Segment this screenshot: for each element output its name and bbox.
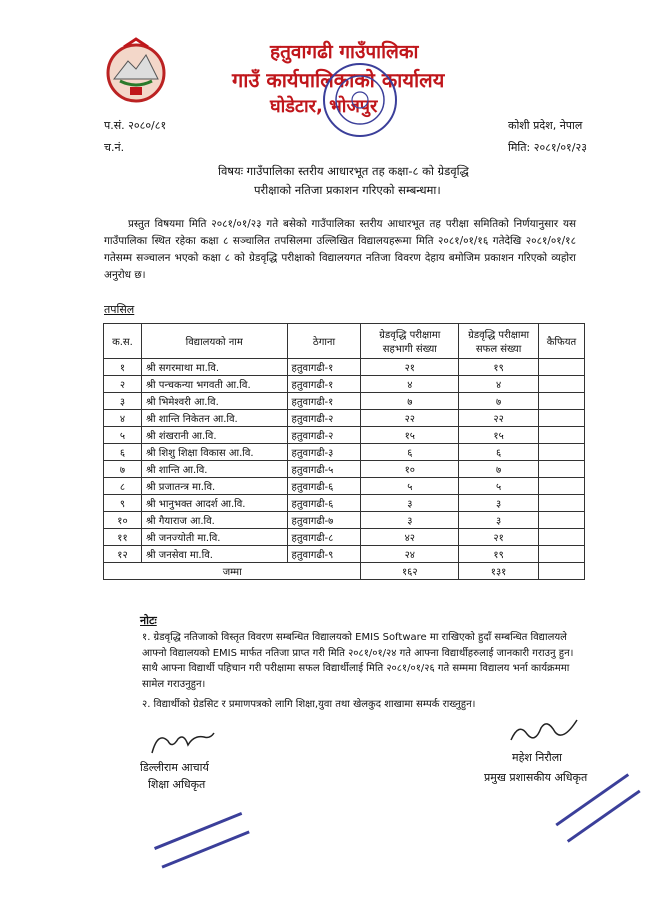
cell-serial: १ <box>104 359 142 376</box>
subject-line-2: परीक्षाको नतिजा प्रकाशन गरिएको सम्बन्धमा। <box>254 183 441 197</box>
details-heading: तपसिल <box>104 303 135 316</box>
cell-participants: २२ <box>361 410 459 427</box>
cell-address: हतुवागढी-३ <box>287 444 361 461</box>
cell-school-name: श्री गैयाराज आ.वि. <box>141 512 287 529</box>
cell-participants: १५ <box>361 427 459 444</box>
table-row <box>104 393 585 410</box>
table-row <box>104 512 585 529</box>
cell-remarks <box>539 444 585 461</box>
total-passed: १३१ <box>459 563 539 580</box>
table-row <box>104 495 585 512</box>
note-item-2: २. विद्यार्थीको ग्रेडसिट र प्रमाणपत्रको लागि शिक्षा,युवा तथा खेलकुद शाखामा सम्पर्क राख्नुहुन। <box>142 699 476 710</box>
officer-right-title: प्रमुख प्रशासकीय अधिकृत <box>484 771 588 784</box>
cell-address: हतुवागढी-१ <box>287 359 361 376</box>
table-row <box>104 529 585 546</box>
cell-passed: २१ <box>459 529 539 546</box>
stamp-left-icon <box>148 808 258 878</box>
cell-remarks <box>539 359 585 376</box>
cell-passed: १९ <box>459 359 539 376</box>
cell-participants: ६ <box>361 444 459 461</box>
cell-remarks <box>539 478 585 495</box>
stamp-right-icon <box>548 768 648 848</box>
cell-remarks <box>539 376 585 393</box>
dispatch-number: च.नं. <box>104 141 125 154</box>
body-paragraph: प्रस्तुत विषयमा मिति २०८१/०१/२३ गते बसेको गाउँपालिका स्तरीय आधारभूत तह परीक्षा समितिको निर्णयानुसार यस गाउँपालिका स्थित रहेका कक्षा ८ सञ्चालित तपसिलमा उल्लिखित विद्यालयहरूमा मिति २०८१/०१/१६ गतेदेखि २०८१/०१/१८ गतेसम्म सञ्चालन भएको कक्षा ८ को ग्रेडवृद्धि परीक्षाको विद्यालयगत नतिजा विवरण देहाय बमोजिम प्रकाशन गरिएको व्यहोरा अनुरोध छ। <box>104 218 576 281</box>
col-remarks: कैफियत <box>539 324 585 359</box>
cell-remarks <box>539 461 585 478</box>
table-row <box>104 461 585 478</box>
cell-address: हतुवागढी-२ <box>287 410 361 427</box>
cell-passed: ३ <box>459 512 539 529</box>
cell-remarks <box>539 495 585 512</box>
cell-address: हतुवागढी-१ <box>287 393 361 410</box>
cell-participants: ३ <box>361 512 459 529</box>
cell-participants: ७ <box>361 393 459 410</box>
total-participants: १६२ <box>361 563 459 580</box>
cell-address: हतुवागढी-८ <box>287 529 361 546</box>
cell-remarks <box>539 546 585 563</box>
table-row <box>104 478 585 495</box>
reference-number: प.सं. २०८०/८१ <box>104 119 167 132</box>
cell-remarks <box>539 427 585 444</box>
cell-address: हतुवागढी-६ <box>287 478 361 495</box>
col-serial: क.स. <box>104 324 142 359</box>
cell-passed: ७ <box>459 461 539 478</box>
office-seal-icon <box>320 60 400 140</box>
office-title: गाउँ कार्यपालिकाको कार्यालय <box>232 68 445 92</box>
col-address: ठेगाना <box>287 324 361 359</box>
signature-right-icon <box>505 714 585 750</box>
cell-participants: ५ <box>361 478 459 495</box>
table-header-row <box>104 324 585 359</box>
cell-participants: १० <box>361 461 459 478</box>
cell-school-name: श्री भानुभक्त आदर्श आ.वि. <box>141 495 287 512</box>
cell-serial: ३ <box>104 393 142 410</box>
col-participants: ग्रेडवृद्धि परीक्षामा सहभागी संख्या <box>361 324 459 359</box>
cell-address: हतुवागढी-५ <box>287 461 361 478</box>
cell-address: हतुवागढी-९ <box>287 546 361 563</box>
office-address: घोडेटार, भोजपुर <box>270 96 378 117</box>
table-row <box>104 427 585 444</box>
cell-participants: ४ <box>361 376 459 393</box>
cell-remarks <box>539 529 585 546</box>
cell-serial: १० <box>104 512 142 529</box>
cell-passed: ३ <box>459 495 539 512</box>
cell-passed: ७ <box>459 393 539 410</box>
note-item-1: १. ग्रेडवृद्धि नतिजाको विस्तृत विवरण सम्बन्धित विद्यालयको EMIS Software मा राखिएको हुदाँ सम्बन्धित विद्यालयले आफ्नो विद्यालयको EMIS मार्फत नतिजा प्राप्त गरी मिति २०८१/०१/२४ गते आफ्ना विद्यार्थीहरुलाई जानकारी गराउनु हुन। साथै आफ्ना विद्यार्थी पहिचान गरी परीक्षामा सफल विद्यार्थीलाई मिति २०८१/०१/२६ गते सम्ममा विद्यालय भर्ना कार्यक्रममा सामेल गराउनुहुन। <box>142 632 574 690</box>
cell-school-name: श्री प्रजातन्त्र मा.वि. <box>141 478 287 495</box>
cell-address: हतुवागढी-६ <box>287 495 361 512</box>
cell-passed: १५ <box>459 427 539 444</box>
table-row <box>104 359 585 376</box>
subject-line-1: विषयः गाउँपालिका स्तरीय आधारभूत तह कक्षा-८ को ग्रेडवृद्धि <box>218 164 469 178</box>
total-label: जम्मा <box>104 563 361 580</box>
cell-school-name: श्री पन्चकन्या भगवती आ.वि. <box>141 376 287 393</box>
col-school-name: विद्यालयको नाम <box>141 324 287 359</box>
cell-serial: २ <box>104 376 142 393</box>
cell-passed: ५ <box>459 478 539 495</box>
notes-heading: नोटः <box>140 614 157 627</box>
cell-serial: १२ <box>104 546 142 563</box>
cell-serial: ४ <box>104 410 142 427</box>
cell-passed: १९ <box>459 546 539 563</box>
cell-school-name: श्री शिशु शिक्षा विकास आ.वि. <box>141 444 287 461</box>
table-row <box>104 546 585 563</box>
cell-serial: ७ <box>104 461 142 478</box>
cell-participants: २१ <box>361 359 459 376</box>
officer-right-name: महेश निरौला <box>512 751 563 764</box>
nepal-emblem-icon <box>100 35 172 107</box>
cell-serial: ८ <box>104 478 142 495</box>
cell-serial: ६ <box>104 444 142 461</box>
cell-remarks <box>539 512 585 529</box>
cell-school-name: श्री जनसेवा मा.वि. <box>141 546 287 563</box>
letter-date: मिति: २०८१/०१/२३ <box>508 141 587 154</box>
cell-school-name: श्री शंखरानी आ.वि. <box>141 427 287 444</box>
table-row <box>104 376 585 393</box>
cell-address: हतुवागढी-१ <box>287 376 361 393</box>
officer-left-title: शिक्षा अधिकृत <box>148 778 206 791</box>
cell-school-name: श्री भिमेश्वरी आ.वि. <box>141 393 287 410</box>
cell-serial: ९ <box>104 495 142 512</box>
officer-left-name: डिल्लीराम आचार्य <box>140 761 209 774</box>
cell-address: हतुवागढी-२ <box>287 427 361 444</box>
cell-passed: ६ <box>459 444 539 461</box>
cell-school-name: श्री शान्ति आ.वि. <box>141 461 287 478</box>
cell-remarks <box>539 410 585 427</box>
total-row <box>104 563 585 580</box>
cell-remarks <box>539 393 585 410</box>
cell-school-name: श्री शान्ति निकेतन आ.वि. <box>141 410 287 427</box>
cell-serial: ५ <box>104 427 142 444</box>
table-row <box>104 410 585 427</box>
cell-participants: ३ <box>361 495 459 512</box>
cell-participants: ४२ <box>361 529 459 546</box>
cell-participants: २४ <box>361 546 459 563</box>
table-row <box>104 444 585 461</box>
province-location: कोशी प्रदेश, नेपाल <box>508 119 583 132</box>
cell-address: हतुवागढी-७ <box>287 512 361 529</box>
cell-passed: २२ <box>459 410 539 427</box>
office-name: हतुवागढी गाउँपालिका <box>270 41 419 63</box>
total-remarks <box>539 563 585 580</box>
cell-serial: ११ <box>104 529 142 546</box>
cell-passed: ४ <box>459 376 539 393</box>
col-passed: ग्रेडवृद्धि परीक्षामा सफल संख्या <box>459 324 539 359</box>
signature-left-icon <box>148 725 218 761</box>
cell-school-name: श्री जनज्योती मा.वि. <box>141 529 287 546</box>
results-table <box>103 323 585 580</box>
cell-school-name: श्री सगरमाथा मा.वि. <box>141 359 287 376</box>
